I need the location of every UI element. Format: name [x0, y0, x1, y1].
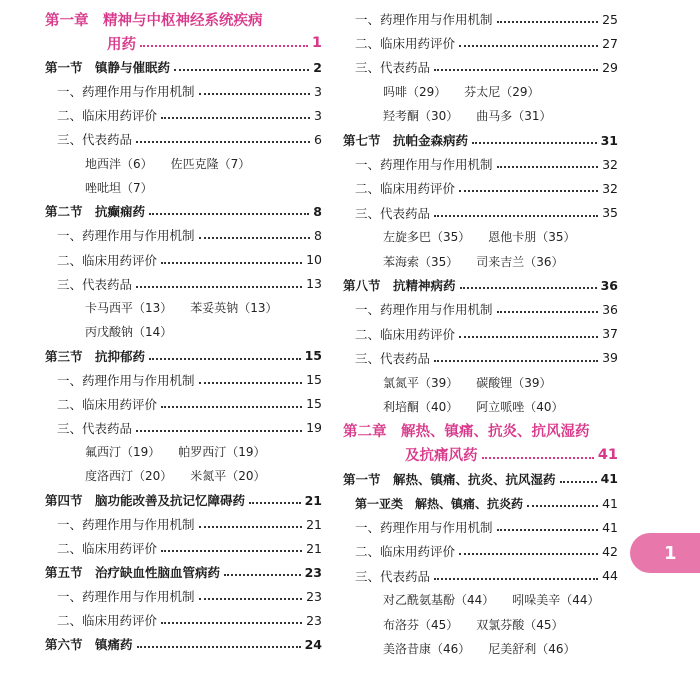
dot-leader	[497, 529, 599, 531]
toc-entry-page: 29	[602, 59, 618, 75]
drug-name: 吲哚美辛（44）	[512, 593, 600, 608]
toc-entry-page: 6	[314, 131, 322, 147]
toc-entry[interactable]	[343, 273, 618, 297]
dot-leader	[434, 215, 598, 217]
dot-leader	[459, 45, 598, 47]
drug-name: 地西泮（6）	[85, 156, 153, 171]
toc-entry[interactable]	[343, 322, 618, 346]
toc-entry-page: 8	[314, 227, 322, 243]
toc-entry-page: 23	[306, 612, 322, 628]
toc-entry-title: 三、代表药品	[57, 276, 133, 292]
drug-list-row	[343, 588, 618, 612]
toc-entry-page: 25	[602, 11, 618, 27]
drug-name: 唑吡坦（7）	[85, 180, 153, 195]
toc-entry-page: 23	[306, 588, 322, 604]
dot-leader	[174, 69, 309, 71]
dot-leader	[199, 237, 311, 239]
toc-entry-page: 21	[306, 540, 322, 556]
toc-entry-title: 一、药理作用与作用机制	[57, 589, 195, 605]
dot-leader	[497, 21, 599, 23]
toc-entry-title: 三、代表药品	[355, 568, 431, 584]
toc-entry-title: 一、药理作用与作用机制	[57, 517, 195, 533]
toc-entry[interactable]	[45, 31, 322, 55]
toc-entry[interactable]	[45, 248, 322, 272]
dot-leader	[434, 578, 598, 580]
toc-entry[interactable]	[45, 608, 322, 632]
toc-entry-title: 及抗痛风药	[405, 448, 478, 465]
toc-entry-page: 3	[314, 107, 322, 123]
drug-list-row	[343, 394, 618, 418]
toc-entry-page: 23	[304, 564, 322, 580]
drug-name: 卡马西平（13）	[85, 301, 173, 316]
toc-entry[interactable]	[343, 491, 618, 515]
toc-entry[interactable]	[45, 55, 322, 79]
dot-leader	[459, 553, 598, 555]
dot-leader	[460, 287, 597, 289]
toc-entry[interactable]	[343, 55, 618, 79]
dot-leader	[136, 430, 302, 432]
dot-leader	[560, 481, 597, 483]
toc-entry-title: 第一章 精神与中枢神经系统疾病	[45, 12, 263, 29]
toc-entry[interactable]	[45, 272, 322, 296]
toc-entry-title: 第一节 镇静与催眠药	[45, 60, 171, 76]
toc-entry-page: 41	[597, 446, 618, 463]
dot-leader	[199, 93, 311, 95]
toc-entry-title: 一、药理作用与作用机制	[57, 84, 195, 100]
drug-name: 双氯芬酸（45）	[476, 617, 564, 632]
toc-entry-title: 第三节 抗抑郁药	[45, 348, 146, 364]
toc-entry[interactable]	[45, 632, 322, 656]
dot-leader	[161, 622, 302, 624]
toc-entry-title: 一、药理作用与作用机制	[355, 157, 493, 173]
toc-entry[interactable]	[45, 7, 322, 31]
drug-name: 氯氮平（39）	[383, 375, 459, 390]
dot-leader	[434, 69, 598, 71]
toc-entry-title: 第二章 解热、镇痛、抗炎、抗风湿药	[343, 423, 590, 440]
toc-entry-title: 一、药理作用与作用机制	[355, 302, 493, 318]
dot-leader	[161, 262, 302, 264]
toc-entry-page: 15	[306, 396, 322, 412]
toc-entry-title: 二、临床用药评价	[355, 36, 456, 52]
drug-name: 苯海索（35）	[383, 254, 459, 269]
dot-leader	[136, 286, 302, 288]
toc-entry-title: 第一节 解热、镇痛、抗炎、抗风湿药	[343, 471, 556, 487]
dot-leader	[434, 360, 598, 362]
drug-list-row	[343, 612, 618, 636]
toc-entry-title: 二、临床用药评价	[57, 252, 158, 268]
dot-leader	[149, 358, 301, 360]
toc-entry-title: 二、临床用药评价	[57, 613, 158, 629]
drug-name: 佐匹克隆（7）	[170, 156, 251, 171]
drug-name: 苯妥英钠（13）	[190, 301, 278, 316]
dot-leader	[199, 382, 303, 384]
toc-entry[interactable]	[45, 344, 322, 368]
toc-entry[interactable]	[343, 201, 618, 225]
toc-entry-page: 41	[600, 471, 618, 487]
dot-leader	[527, 505, 598, 507]
toc-entry-page: 32	[602, 156, 618, 172]
toc-entry[interactable]	[343, 564, 618, 588]
drug-name: 恩他卡朋（35）	[488, 230, 576, 245]
drug-name: 芬太尼（29）	[464, 85, 540, 100]
dot-leader	[140, 45, 308, 47]
toc-entry-page: 19	[306, 420, 322, 436]
toc-entry-page: 36	[600, 277, 618, 293]
toc-entry-title: 第七节 抗帕金森病药	[343, 133, 469, 148]
toc-entry-page: 41	[602, 519, 618, 535]
drug-list-row	[45, 440, 322, 464]
toc-entry-title: 二、临床用药评价	[355, 181, 456, 197]
toc-entry-title: 一、药理作用与作用机制	[57, 228, 195, 244]
drug-list-row	[343, 636, 618, 660]
toc-entry-page: 42	[602, 543, 618, 559]
dot-leader	[137, 646, 301, 648]
toc-entry[interactable]	[45, 584, 322, 608]
toc-entry-page: 31	[600, 132, 618, 148]
toc-entry[interactable]	[343, 443, 618, 467]
toc-entry-title: 三、代表药品	[355, 60, 431, 76]
drug-name: 碳酸锂（39）	[476, 375, 552, 390]
toc-entry[interactable]	[343, 539, 618, 563]
toc-entry-page: 37	[602, 326, 618, 342]
toc-entry-page: 21	[304, 492, 322, 508]
dot-leader	[149, 213, 309, 215]
dot-leader	[497, 166, 599, 168]
toc-entry-page: 15	[304, 348, 322, 364]
toc-entry-title: 二、临床用药评价	[57, 396, 158, 412]
toc-entry-page: 2	[313, 59, 322, 75]
toc-entry-page: 10	[306, 252, 322, 267]
drug-list-row	[343, 80, 618, 104]
toc-entry-title: 用药	[107, 36, 136, 53]
toc-entry[interactable]	[45, 368, 322, 392]
drug-list-row	[45, 464, 322, 488]
drug-name: 美洛昔康（46）	[383, 641, 471, 656]
dot-leader	[459, 336, 598, 338]
toc-entry-page: 39	[602, 350, 618, 366]
drug-list-row	[45, 151, 322, 175]
drug-name: 利培酮（40）	[383, 399, 459, 414]
drug-name: 司来吉兰（36）	[476, 254, 564, 269]
toc-entry[interactable]	[343, 152, 618, 176]
toc-entry-page: 41	[602, 495, 618, 511]
toc-entry[interactable]	[343, 31, 618, 55]
dot-leader	[224, 574, 301, 576]
drug-name: 尼美舒利（46）	[488, 641, 576, 656]
toc-entry[interactable]	[343, 418, 618, 442]
drug-name: 氟西汀（19）	[85, 445, 161, 460]
drug-name: 曲马多（31）	[476, 109, 552, 124]
toc-entry-title: 三、代表药品	[355, 205, 431, 221]
drug-name: 丙戊酸钠（14）	[85, 325, 173, 340]
toc-entry-title: 三、代表药品	[57, 132, 133, 148]
toc-entry[interactable]	[45, 127, 322, 151]
toc-entry-title: 二、临床用药评价	[57, 108, 158, 124]
toc-entry[interactable]	[45, 199, 322, 223]
toc-entry[interactable]	[343, 176, 618, 200]
dot-leader	[136, 141, 310, 143]
drug-name: 阿立哌唑（40）	[476, 399, 564, 414]
toc-entry[interactable]	[343, 7, 618, 31]
dot-leader	[161, 117, 310, 119]
drug-list-row	[343, 104, 618, 128]
drug-list-row	[45, 175, 322, 199]
toc-entry-title: 一、药理作用与作用机制	[355, 12, 493, 27]
drug-list-row	[343, 370, 618, 394]
dot-leader	[161, 406, 302, 408]
dot-leader	[459, 190, 598, 192]
toc-entry-title: 第八节 抗精神病药	[343, 278, 456, 294]
toc-entry[interactable]	[45, 488, 322, 512]
dot-leader	[249, 502, 301, 504]
toc-entry-page: 27	[602, 35, 618, 51]
drug-list-row	[45, 296, 322, 320]
dot-leader	[199, 598, 303, 600]
drug-name: 吗啡（29）	[383, 85, 447, 100]
toc-entry-title: 二、临床用药评价	[57, 541, 158, 557]
toc-entry[interactable]	[45, 512, 322, 536]
dot-leader	[497, 311, 599, 313]
toc-entry[interactable]	[45, 223, 322, 247]
toc-entry[interactable]	[343, 128, 618, 152]
toc-entry-title: 二、临床用药评价	[355, 544, 456, 560]
toc-entry-title: 一、药理作用与作用机制	[57, 372, 195, 388]
toc-entry-page: 24	[304, 636, 322, 652]
dot-leader	[482, 457, 594, 459]
drug-name: 羟考酮（30）	[383, 109, 459, 124]
toc-entry[interactable]	[343, 297, 618, 321]
toc-entry-page: 13	[306, 276, 322, 292]
toc-entry[interactable]	[45, 416, 322, 440]
toc-entry-page: 36	[602, 301, 618, 317]
toc-entry[interactable]	[45, 536, 322, 560]
toc-entry-title: 第一亚类 解热、镇痛、抗炎药	[355, 496, 524, 511]
toc-entry-page: 15	[306, 372, 322, 388]
toc-entry[interactable]	[343, 346, 618, 370]
toc-entry-page: 8	[313, 203, 322, 219]
toc-entry[interactable]	[45, 392, 322, 416]
toc-entry[interactable]	[45, 560, 322, 584]
toc-entry[interactable]	[343, 467, 618, 491]
toc-entry-title: 第六节 镇痛药	[45, 637, 133, 653]
drug-name: 对乙酰氨基酚（44）	[383, 593, 495, 608]
toc-entry[interactable]	[45, 103, 322, 127]
toc-entry-title: 第二节 抗癫痫药	[45, 204, 146, 220]
drug-list-row	[45, 320, 322, 344]
toc-entry-page: 35	[602, 205, 618, 221]
toc-entry-title: 三、代表药品	[355, 350, 431, 366]
toc-entry-page: 3	[314, 83, 322, 99]
toc-entry-title: 第五节 治疗缺血性脑血管病药	[45, 565, 221, 581]
drug-list-row	[343, 249, 618, 273]
toc-entry[interactable]	[343, 515, 618, 539]
toc-entry-title: 第四节 脑功能改善及抗记忆障碍药	[45, 493, 246, 508]
drug-name: 布洛芬（45）	[383, 617, 459, 632]
drug-name: 左旋多巴（35）	[383, 230, 471, 245]
toc-entry-page: 1	[311, 35, 322, 52]
toc-entry[interactable]	[45, 79, 322, 103]
drug-name: 度洛西汀（20）	[85, 469, 173, 484]
page-number-tab: 1	[630, 533, 700, 573]
drug-list-row	[343, 225, 618, 249]
dot-leader	[161, 550, 302, 552]
toc-entry-page: 44	[602, 568, 618, 584]
toc-entry-page: 32	[602, 180, 618, 196]
drug-name: 米氮平（20）	[190, 469, 266, 484]
toc-entry-title: 一、药理作用与作用机制	[355, 520, 493, 536]
toc-entry-title: 二、临床用药评价	[355, 326, 456, 342]
drug-name: 帕罗西汀（19）	[178, 445, 266, 460]
toc-entry-title: 三、代表药品	[57, 420, 133, 436]
dot-leader	[472, 142, 597, 144]
toc-entry-page: 21	[306, 516, 322, 532]
dot-leader	[199, 526, 303, 528]
